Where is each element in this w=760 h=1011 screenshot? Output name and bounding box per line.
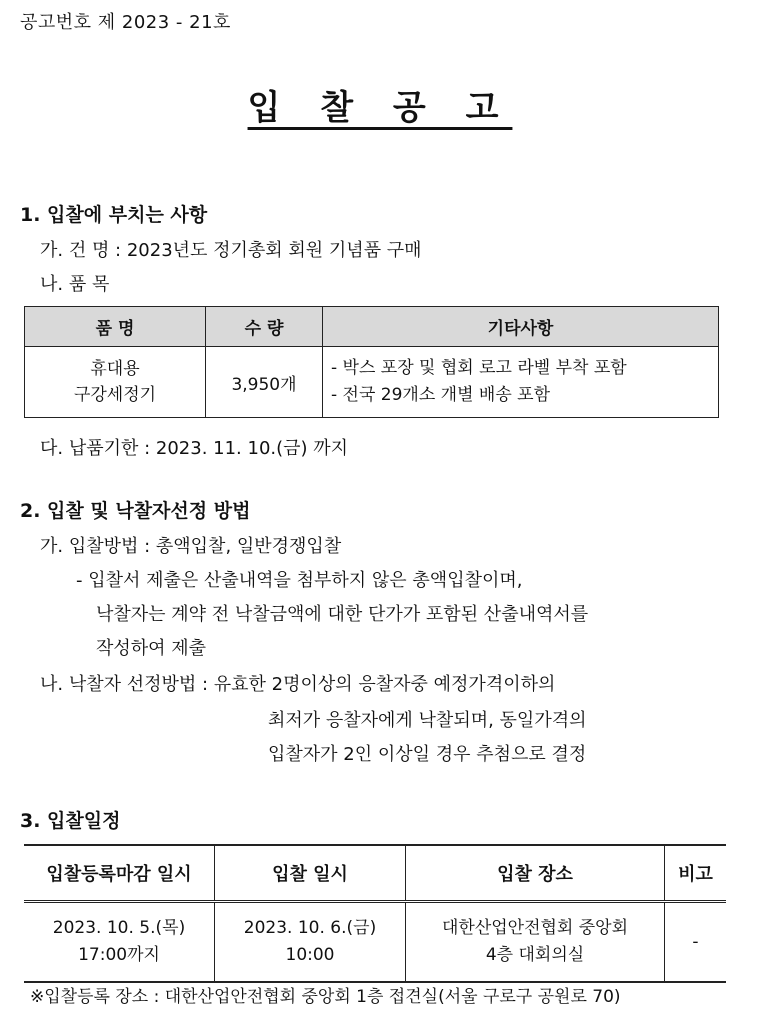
page-title [0, 80, 760, 129]
registration-place-footnote: ※입찰등록 장소 : 대한산업안전협회 중앙회 1층 접견실(서울 구로구 공원로 70) [30, 987, 621, 1007]
section2-selection-detail-1: 최저가 응찰자에게 낙찰되며, 동일가격의 [268, 710, 587, 731]
section1-heading: 1. 입찰에 부치는 사항 [20, 204, 208, 226]
goods-table-row [25, 347, 719, 418]
section1-item-name: 가. 건 명 : 2023년도 정기총회 회원 기념품 구매 [40, 240, 422, 261]
schedule-deadline-cell [24, 902, 215, 983]
section2-selection-detail-2: 입찰자가 2인 이상일 경우 추첨으로 결정 [268, 744, 587, 765]
section2-bid-detail-1: - 입찰서 제출은 산출내역을 첨부하지 않은 총액입찰이며, [76, 570, 523, 591]
goods-note-line1: - 박스 포장 및 협회 로고 라벨 부착 포함 [331, 358, 627, 378]
schedule-table-header-row [24, 845, 726, 902]
schedule-place-line1: 대한산업안전협회 중앙회 [441, 918, 629, 938]
goods-table [24, 306, 719, 418]
goods-quantity-cell: 3,950개 [206, 347, 323, 418]
goods-note-cell [323, 347, 719, 418]
schedule-bid-line1: 2023. 10. 6.(금) [243, 918, 377, 938]
section3-heading: 3. 입찰일정 [20, 810, 121, 832]
schedule-deadline-line1: 2023. 10. 5.(목) [52, 918, 186, 938]
schedule-table-row [24, 902, 726, 983]
goods-header-name: 품 명 [25, 307, 206, 347]
schedule-place-cell [406, 902, 665, 983]
goods-header-quantity: 수 량 [206, 307, 323, 347]
schedule-deadline-line2: 17:00까지 [78, 945, 160, 965]
page-title-text: 입 찰 공 고 [247, 88, 513, 128]
section2-bid-detail-2: 낙찰자는 계약 전 낙찰금액에 대한 단가가 포함된 산출내역서를 [96, 604, 589, 625]
notice-number: 공고번호 제 2023 - 21호 [20, 12, 231, 33]
goods-table-header-row [25, 307, 719, 347]
goods-header-note: 기타사항 [323, 307, 719, 347]
section2-bid-detail-3: 작성하여 제출 [96, 638, 207, 659]
goods-name-line1: 휴대용 [90, 359, 140, 379]
section2-heading: 2. 입찰 및 낙찰자선정 방법 [20, 500, 251, 522]
section2-selection-method: 나. 낙찰자 선정방법 : 유효한 2명이상의 응찰자중 예정가격이하의 [40, 674, 556, 695]
schedule-bid-line2: 10:00 [285, 945, 335, 965]
schedule-table [24, 844, 726, 983]
schedule-header-deadline: 입찰등록마감 일시 [24, 845, 215, 902]
goods-note-line2: - 전국 29개소 개별 배송 포함 [331, 385, 551, 405]
schedule-header-place: 입찰 장소 [406, 845, 665, 902]
goods-name-cell [25, 347, 206, 418]
schedule-header-bid-time: 입찰 일시 [215, 845, 406, 902]
goods-name-line2: 구강세정기 [73, 385, 157, 405]
schedule-header-remark: 비고 [665, 845, 727, 902]
schedule-bid-time-cell [215, 902, 406, 983]
section1-item-goods: 나. 품 목 [40, 274, 110, 295]
section1-delivery-deadline: 다. 납품기한 : 2023. 11. 10.(금) 까지 [40, 438, 349, 459]
schedule-remark-cell: - [665, 902, 727, 983]
schedule-place-line2: 4층 대회의실 [485, 945, 585, 965]
section2-bid-method: 가. 입찰방법 : 총액입찰, 일반경쟁입찰 [40, 536, 342, 557]
